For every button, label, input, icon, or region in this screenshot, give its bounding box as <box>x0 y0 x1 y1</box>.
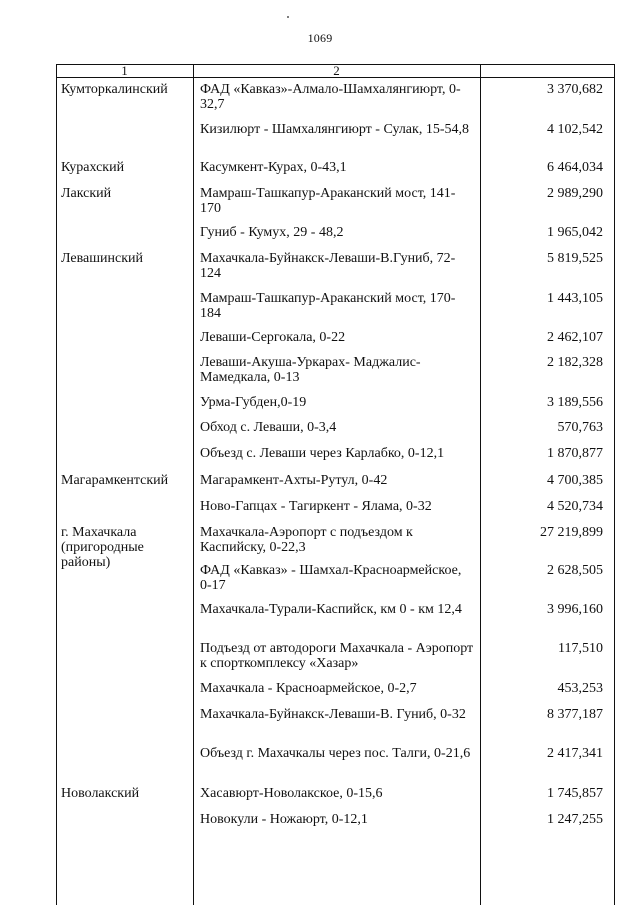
value-cell: 8 377,187 <box>547 707 603 722</box>
table-border-right <box>614 65 615 905</box>
value-cell: 6 464,034 <box>547 160 603 175</box>
district-cell: Новолакский <box>61 786 140 801</box>
value-cell: 570,763 <box>557 420 603 435</box>
road-cell: Обход с. Леваши, 0-3,4 <box>200 420 337 435</box>
scan-speck <box>287 16 289 18</box>
value-cell: 27 219,899 <box>540 525 603 540</box>
road-cell: ФАД «Кавказ»-Алмало-Шамхалянгиюрт, 0-32,7 <box>200 82 461 112</box>
road-cell: Хасавюрт-Новолакское, 0-15,6 <box>200 786 383 801</box>
road-cell: Леваши-Сергокала, 0-22 <box>200 330 346 345</box>
value-cell: 4 700,385 <box>547 473 603 488</box>
road-cell: Касумкент-Курах, 0-43,1 <box>200 160 347 175</box>
road-cell: Махачкала-Буйнакск-Леваши-В. Гуниб, 0-32 <box>200 707 466 722</box>
value-cell: 2 462,107 <box>547 330 603 345</box>
value-cell: 1 443,105 <box>547 291 603 306</box>
column-header-1: 1 <box>121 63 128 78</box>
road-cell: Махачкала-Аэропорт с подъездом к Каспийску, 0-22,3 <box>200 525 413 555</box>
value-cell: 4 102,542 <box>547 122 603 137</box>
value-cell: 1 745,857 <box>547 786 603 801</box>
road-cell: Махачкала-Буйнакск-Леваши-В.Гуниб, 72-124 <box>200 251 456 281</box>
road-cell: Объезд с. Леваши через Карлабко, 0-12,1 <box>200 446 445 461</box>
road-cell: Подъезд от автодороги Махачкала - Аэропорт к спорткомплексу «Хазар» <box>200 641 474 671</box>
value-cell: 3 996,160 <box>547 602 603 617</box>
district-cell: Левашинский <box>61 251 144 266</box>
value-cell: 2 417,341 <box>547 746 603 761</box>
district-cell: Магарамкентский <box>61 473 169 488</box>
value-cell: 3 189,556 <box>547 395 603 410</box>
table-border-left <box>56 65 57 905</box>
district-cell: Лакский <box>61 186 112 201</box>
district-cell: г. Махачкала (пригородные районы) <box>61 525 144 570</box>
value-cell: 1 870,877 <box>547 446 603 461</box>
value-cell: 2 628,505 <box>547 563 603 578</box>
column-header-2: 2 <box>333 63 340 78</box>
value-cell: 1 247,255 <box>547 812 603 827</box>
page-number: 1069 <box>307 31 333 45</box>
value-cell: 2 989,290 <box>547 186 603 201</box>
road-cell: Леваши-Акуша-Уркарах- Маджалис-Мамедкала, 0-13 <box>200 355 421 385</box>
value-cell: 1 965,042 <box>547 225 603 240</box>
value-cell: 4 520,734 <box>547 499 603 514</box>
road-cell: Мамраш-Ташкапур-Араканский мост, 141-170 <box>200 186 456 216</box>
road-cell: Махачкала-Турали-Каспийск, км 0 - км 12,4 <box>200 602 462 617</box>
road-cell: Объезд г. Махачкалы через пос. Талги, 0-21,6 <box>200 746 471 761</box>
road-cell: Ново-Гапцах - Тагиркент - Ялама, 0-32 <box>200 499 432 514</box>
value-cell: 453,253 <box>557 681 603 696</box>
value-cell: 117,510 <box>558 641 603 656</box>
table-header <box>56 65 615 78</box>
road-cell: Гуниб - Кумух, 29 - 48,2 <box>200 225 344 240</box>
table-divider-1 <box>193 65 194 905</box>
road-table <box>56 64 615 905</box>
value-cell: 2 182,328 <box>547 355 603 370</box>
district-cell: Кумторкалинский <box>61 82 168 97</box>
table-divider-2 <box>480 65 481 905</box>
road-cell: Магарамкент-Ахты-Рутул, 0-42 <box>200 473 388 488</box>
district-cell: Курахский <box>61 160 125 175</box>
road-cell: Кизилюрт - Шамхалянгиюрт - Сулак, 15-54,8 <box>200 122 469 137</box>
road-cell: Урма-Губден,0-19 <box>200 395 307 410</box>
road-cell: Махачкала - Красноармейское, 0-2,7 <box>200 681 417 696</box>
value-cell: 5 819,525 <box>547 251 603 266</box>
value-cell: 3 370,682 <box>547 82 603 97</box>
road-cell: Новокули - Ножаюрт, 0-12,1 <box>200 812 368 827</box>
road-cell: ФАД «Кавказ» - Шамхал-Красноармейское, 0-17 <box>200 563 462 593</box>
road-cell: Мамраш-Ташкапур-Араканский мост, 170-184 <box>200 291 456 321</box>
